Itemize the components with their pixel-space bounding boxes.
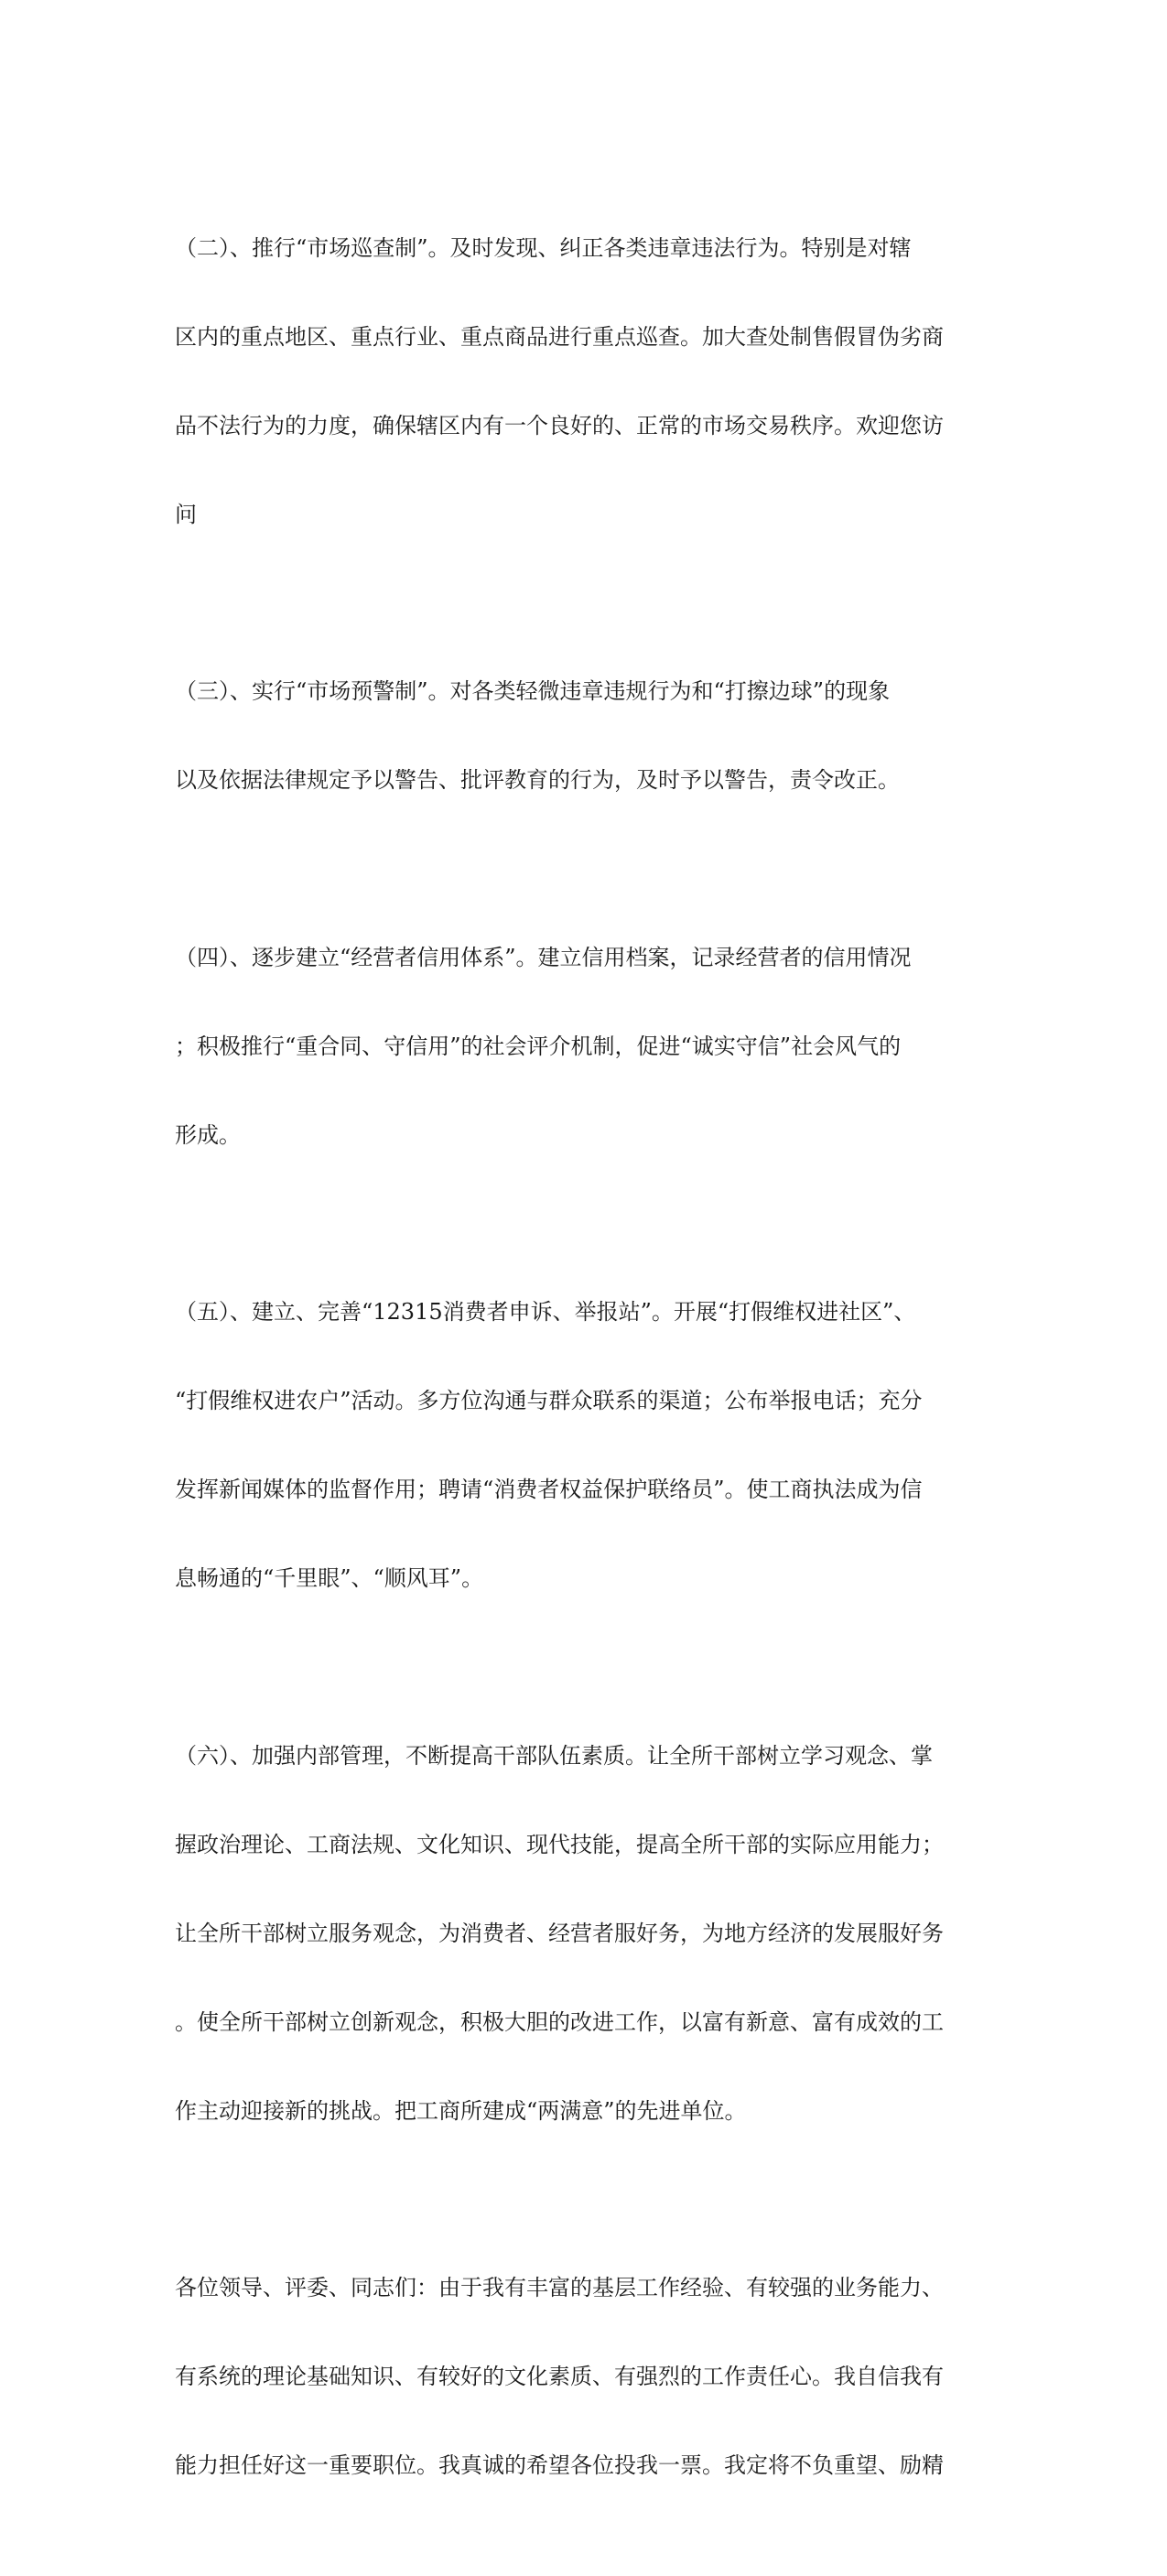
- text-line: （二）、推行“市场巡查制”。及时发现、纠正各类违章违法行为。特别是对辖: [175, 234, 912, 261]
- text-line: 形成。: [175, 1121, 241, 1148]
- text-line: （四）、逐步建立“经营者信用体系”。建立信用档案，记录经营者的信用情况: [175, 944, 912, 970]
- text-line: 能力担任好这一重要职位。我真诚的希望各位投我一票。我定将不负重望、励精: [175, 2452, 944, 2478]
- text-line: 。使全所干部树立创新观念，积极大胆的改进工作，以富有新意、富有成效的工: [175, 2008, 944, 2035]
- text-line: 让全所干部树立服务观念，为消费者、经营者服好务，为地方经济的发展服好务: [175, 1920, 944, 1946]
- text-line: 以及依据法律规定予以警告、批评教育的行为，及时予以警告，责令改正。: [175, 767, 900, 793]
- text-line: 息畅通的“千里眼”、“顺风耳”。: [175, 1565, 484, 1591]
- text-line: 品不法行为的力度，确保辖区内有一个良好的、正常的市场交易秩序。欢迎您访: [175, 412, 944, 438]
- text-line: 作主动迎接新的挑战。把工商所建成“两满意”的先进单位。: [175, 2097, 747, 2124]
- text-line: （五）、建立、完善“12315消费者申诉、举报站”。开展“打假维权进社区”、: [175, 1299, 916, 1325]
- paragraph-4-credit-system: [175, 891, 980, 1202]
- paragraph-3-market-warning: [175, 625, 980, 848]
- text-line: 区内的重点地区、重点行业、重点商品进行重点巡查。加大查处制售假冒伪劣商: [175, 323, 944, 350]
- text-line: 发挥新闻媒体的监督作用；聘请“消费者权益保护联络员”。使工商执法成为信: [175, 1477, 923, 1502]
- paragraph-closing-address: [175, 2222, 980, 2533]
- text-line: 各位领导、评委、同志们：由于我有丰富的基层工作经验、有较强的业务能力、: [175, 2275, 944, 2300]
- text-line: 问: [175, 501, 197, 527]
- paragraph-2-market-inspection: [175, 181, 980, 581]
- text-line: （三）、实行“市场预警制”。对各类轻微违章违规行为和“打擦边球”的现象: [175, 678, 891, 704]
- text-line: （六）、加强内部管理，不断提高干部队伍素质。让全所干部树立学习观念、掌: [175, 1742, 933, 1769]
- text-line: “打假维权进农户”活动。多方位沟通与群众联系的渠道；公布举报电话；充分: [175, 1388, 923, 1413]
- text-line: 握政治理论、工商法规、文化知识、现代技能，提高全所干部的实际应用能力；: [175, 1831, 944, 1857]
- document-body: [175, 181, 980, 2576]
- paragraph-5-complaint-station: [175, 1246, 980, 1646]
- text-line: ；积极推行“重合同、守信用”的社会评介机制，促进“诚实守信”社会风气的: [175, 1033, 902, 1059]
- paragraph-6-internal-management: [175, 1689, 980, 2178]
- text-line: 有系统的理论基础知识、有较好的文化素质、有强烈的工作责任心。我自信我有: [175, 2364, 944, 2389]
